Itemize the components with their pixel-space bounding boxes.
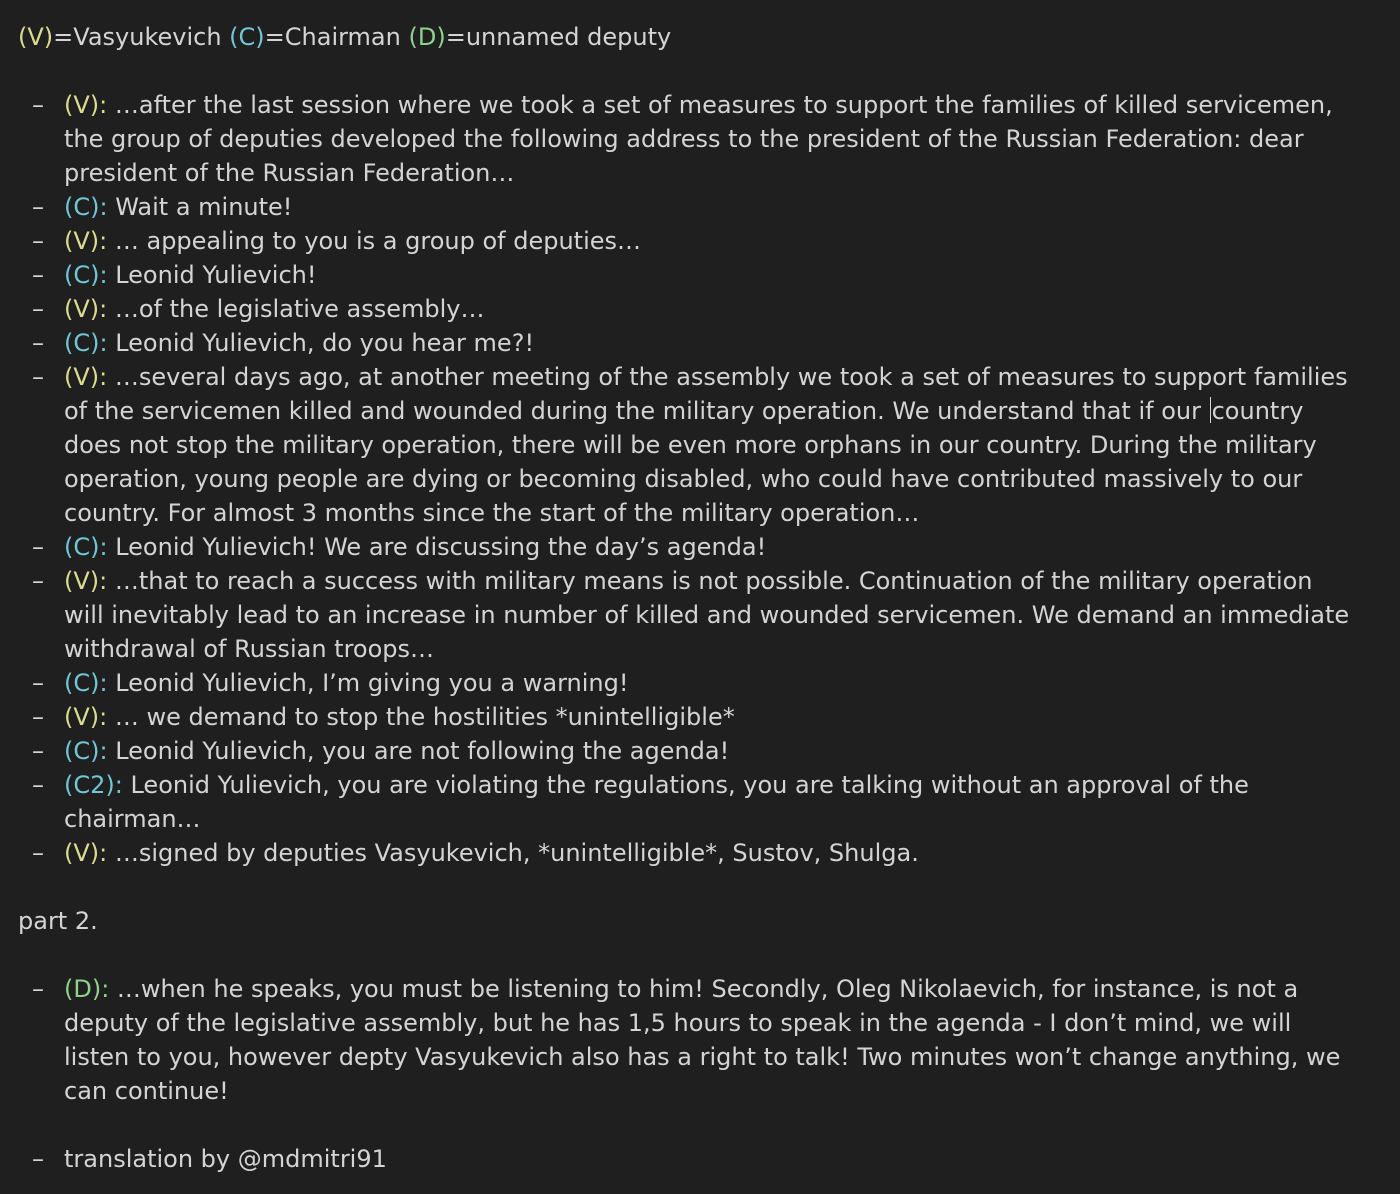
legend-d-tag: (D)	[408, 23, 446, 51]
speaker-tag: (C):	[64, 737, 108, 765]
speaker-tag: (C):	[64, 329, 108, 357]
speaker-tag: (V):	[64, 363, 108, 391]
legend-c-tag: (C)	[229, 23, 265, 51]
speaker-tag: (V):	[64, 295, 108, 323]
speaker-tag: (C):	[64, 193, 108, 221]
bullet-dash: –	[32, 363, 44, 391]
utterance: Leonid Yulievich, do you hear me?!	[107, 329, 535, 357]
dialog-part-1	[18, 88, 1400, 870]
bullet-dash: –	[32, 567, 44, 595]
credit-list	[18, 1142, 1400, 1176]
bullet-dash: –	[32, 533, 44, 561]
bullet-dash: –	[32, 737, 44, 765]
bullet-dash: –	[32, 669, 44, 697]
utterance: Leonid Yulievich, you are violating the regulations, you are talking without an approval of the chairman…	[64, 771, 1249, 833]
blank-line	[18, 870, 1400, 904]
utterance: Leonid Yulievich, I’m giving you a warning!	[107, 669, 629, 697]
dialog-part-2	[18, 972, 1400, 1108]
dialog-line	[18, 734, 1354, 768]
bullet-dash: –	[32, 839, 44, 867]
dialog-line	[18, 666, 1354, 700]
dialog-line	[18, 564, 1354, 666]
speaker-tag: (V):	[64, 91, 108, 119]
utterance: Leonid Yulievich!	[107, 261, 317, 289]
utterance: …of the legislative assembly…	[107, 295, 485, 323]
blank-line	[18, 54, 1400, 88]
legend-c-text: =Chairman	[264, 23, 409, 51]
dialog-line	[18, 700, 1354, 734]
utterance: … we demand to stop the hostilities *unintelligible*	[107, 703, 735, 731]
utterance: …that to reach a success with military means is not possible. Continuation of the military operation will inevitably lead to an increase in number of killed and wounded servicemen. We demand an immediate withdrawal of Russian troops…	[64, 567, 1350, 663]
dialog-line	[18, 836, 1354, 870]
utterance: …signed by deputies Vasyukevich, *unintelligible*, Sustov, Shulga.	[107, 839, 919, 867]
bullet-dash: –	[32, 91, 44, 119]
speaker-tag: (V):	[64, 227, 108, 255]
bullet-dash: –	[32, 975, 44, 1003]
speaker-tag: (C):	[64, 533, 108, 561]
credit-text: translation by @mdmitri91	[64, 1145, 387, 1173]
bullet-dash: –	[32, 703, 44, 731]
blank-line	[18, 1108, 1400, 1142]
bullet-dash: –	[32, 193, 44, 221]
legend-v-text: =Vasyukevich	[53, 23, 230, 51]
text-cursor	[1210, 397, 1211, 423]
speaker-tag: (C):	[64, 669, 108, 697]
bullet-dash: –	[32, 295, 44, 323]
dialog-line	[18, 88, 1354, 190]
credit-line	[18, 1142, 1354, 1176]
dialog-line	[18, 360, 1354, 530]
utterance: … appealing to you is a group of deputies…	[107, 227, 642, 255]
speaker-legend	[18, 20, 1400, 54]
dialog-line	[18, 258, 1354, 292]
dialog-line	[18, 190, 1354, 224]
bullet-dash: –	[32, 227, 44, 255]
bullet-dash: –	[32, 1145, 44, 1173]
utterance: …after the last session where we took a set of measures to support the families of killed servicemen, the group of deputies developed the following address to the president of the Russian Federation: dear president of the Russian Federation…	[64, 91, 1333, 187]
bullet-dash: –	[32, 261, 44, 289]
bullet-dash: –	[32, 771, 44, 799]
speaker-tag: (V):	[64, 839, 108, 867]
bullet-dash: –	[32, 329, 44, 357]
dialog-line	[18, 224, 1354, 258]
utterance-before-cursor: …several days ago, at another meeting of the assembly we took a set of measures to support families of the servicemen killed and wounded during the military operation. We understand that if our	[64, 363, 1348, 425]
utterance: Leonid Yulievich, you are not following the agenda!	[107, 737, 730, 765]
legend-v-tag: (V)	[18, 23, 54, 51]
utterance: Leonid Yulievich! We are discussing the day’s agenda!	[107, 533, 767, 561]
speaker-tag: (D):	[64, 975, 110, 1003]
blank-line	[18, 938, 1400, 972]
dialog-line	[18, 530, 1354, 564]
utterance: Wait a minute!	[107, 193, 293, 221]
speaker-tag: (V):	[64, 567, 108, 595]
dialog-line	[18, 972, 1354, 1108]
speaker-tag: (C2):	[64, 771, 123, 799]
utterance: country does not stop the military operation, there will be even more orphans in our country. During the military operation, young people are dying or becoming disabled, who could have contributed massively to our country. For almost 3 months since the start of the military operation…	[64, 397, 1317, 527]
legend-d-text: =unnamed deputy	[445, 23, 672, 51]
section-heading: part 2.	[18, 907, 98, 935]
speaker-tag: (V):	[64, 703, 108, 731]
speaker-tag: (C):	[64, 261, 108, 289]
dialog-line	[18, 326, 1354, 360]
dialog-line	[18, 292, 1354, 326]
dialog-line	[18, 768, 1354, 836]
utterance: …when he speaks, you must be listening to him! Secondly, Oleg Nikolaevich, for instance, is not a deputy of the legislative assembly, but he has 1,5 hours to speak in the agenda - I don’t mind, we will listen to you, however depty Vasyukevich also has a right to talk! Two minutes won’t change anything, we can continue!	[64, 975, 1341, 1105]
